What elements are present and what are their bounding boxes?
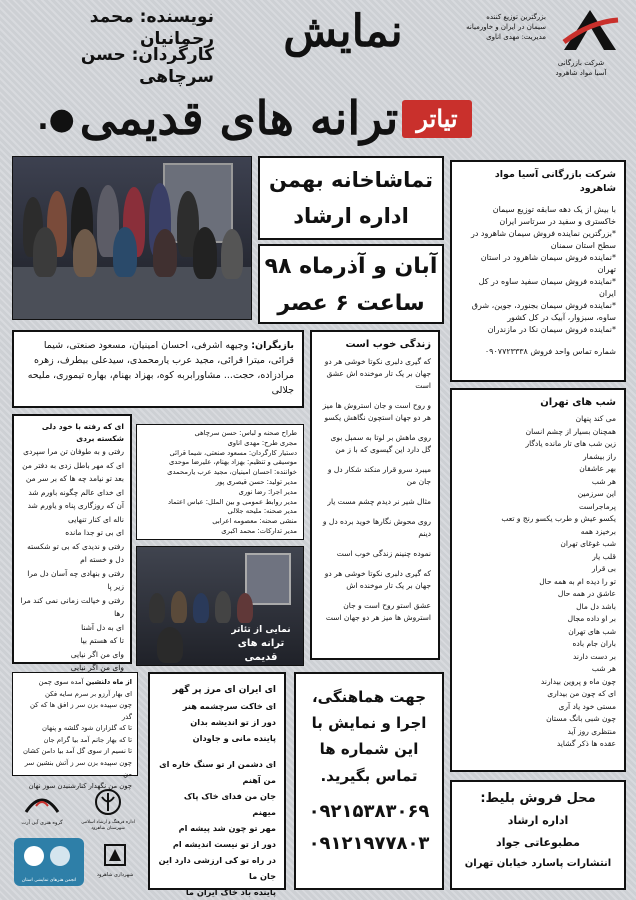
sponsor-line: *نماینده فروش سیمان بجنورد، جوین، شرق ساوه، سبزوار، آبیک در کل کشور <box>471 301 616 322</box>
song-line: چون شبی بانگ مستان <box>546 714 616 723</box>
art-group-logo-icon <box>22 788 62 816</box>
poem-line: ای بهار آرزو بر سرم سایه فکن <box>44 689 132 698</box>
crew-list <box>143 429 297 537</box>
poem-line: جان ما <box>249 871 276 881</box>
song-line: بر او داده مجال <box>567 614 616 623</box>
cast-member <box>153 229 177 277</box>
poem-zendegi <box>310 330 440 660</box>
poem-bottom-left <box>12 672 138 790</box>
song-line: همچنان بسیار از چشم انسان <box>525 426 616 436</box>
art-group-logo <box>14 788 70 832</box>
poem-line: و روح است و جان استروش ها میز هر دو جهان استچون نگاهش یکسو <box>322 401 431 422</box>
poem-line: چون من نگهدار کنارشنیدن سوز نهان <box>28 781 132 790</box>
poem-line: در راه تو کی ارزشی دارد این <box>158 855 276 865</box>
poem-line: بعد تو نیامد چه ها که بر سر من <box>25 474 124 483</box>
tickets-box <box>450 780 626 890</box>
sponsor-line: *نماینده فروش سیمان نکا در مازندران <box>487 325 616 334</box>
date-box <box>258 244 444 324</box>
ershad-logo <box>78 788 138 832</box>
poem-line: چون سپیده بزن سر ز آتش بنشین سر من <box>24 758 132 778</box>
poem-line: وای من اگر نیایی <box>70 663 124 672</box>
song-line: مستی خود یاد آری <box>558 701 616 711</box>
contact-phone-2[interactable]: ۰۹۱۲۱۹۷۷۸۰۳ <box>308 833 430 854</box>
poem-line: دور از تو اندیشه بدان <box>190 717 276 727</box>
crew-line: طراح صحنه و لباس: حسن سرچاهی <box>194 429 297 437</box>
cast-member <box>193 593 209 623</box>
show-word: نمایش <box>283 6 403 57</box>
cast-member <box>221 229 243 279</box>
rehearsal-photo <box>136 546 304 666</box>
song-line: باران جام باده <box>572 639 616 648</box>
crew-line: دستیار کارگردان: مسعود صنعتی، شیما قرائی <box>169 448 297 457</box>
logo-caption <box>536 58 626 78</box>
sponsor-tagline-line: بزرگترین توزیع کننده <box>486 13 546 21</box>
crew-line: منشی صحنه: معصومه اعرابی <box>212 517 297 526</box>
crew-line: مدیر روابط عمومی و بین الملل: عباس اعتماد <box>167 497 297 506</box>
poem-line: روی محوش نگارها خوید برده دل و دینم <box>322 517 431 538</box>
poem-line: ناله ای کنار تنهایی <box>68 514 124 524</box>
song-line: پرماجراست <box>578 501 616 511</box>
logo-caption: انجمن هنرهای نمایشی استان <box>21 878 77 883</box>
venue-org: اداره ارشاد <box>293 204 409 228</box>
poem-line: پاینده باد خاک ایران ما <box>185 887 276 897</box>
company-logo-icon <box>560 8 620 52</box>
poem-line: میبرد سرو قرار منکند شکار دل و جان من <box>327 465 431 486</box>
song-line: بی قرار <box>591 564 616 573</box>
poem-line: تا که گلزاران شود گلشه و پنهان <box>42 724 132 732</box>
song-line: تو را دیده ام به همه حال <box>539 576 616 586</box>
crew-box <box>136 424 304 540</box>
contact-line: جهت هماهنگی، <box>311 688 427 706</box>
song-line: عقده ها ذکر گشاید <box>556 739 616 748</box>
poem-ey-iran-title: ای ایران ای مرز پر گهر <box>172 685 276 695</box>
poem-line: مثال شیر نر دیدم چشم مست یار <box>327 497 431 506</box>
cast-member <box>113 227 137 277</box>
sponsor-line: با بیش از یک دهه سابقه توزیع سیمان خاکستری و سفید در سرتاسر ایران <box>492 205 616 226</box>
cast-member <box>193 227 217 279</box>
show-months: آبان و آذرماه ۹۸ <box>264 254 438 279</box>
song-line: بر دست دارند <box>572 651 616 661</box>
contact-phone-1[interactable]: ۰۹۲۱۵۳۸۳۰۶۹ <box>308 801 430 822</box>
director-credit: کارگردان: حسن سرچاهی <box>80 45 214 87</box>
poem-line <box>18 677 132 689</box>
emblem-icon <box>94 788 122 816</box>
crew-line: خواننده: احسان امینیان، مجید عرب یارمحمدی <box>167 468 297 477</box>
logo-caption-line: شرکت بازرگانی <box>557 59 605 67</box>
crew-line: مدیر تولید: حسن قیصری پور <box>215 477 297 486</box>
poem-line: مهر تو چون شد پیشه ام <box>178 823 276 833</box>
cast-member <box>149 593 165 623</box>
song-line: برخیزد همه <box>580 526 616 536</box>
song-line: راز بیشمار <box>583 451 616 461</box>
song-line: باشد دل مال <box>576 601 616 611</box>
sponsor-box <box>450 160 626 382</box>
song-line: یکسو عیش و طرب یکسو رنج و تعب <box>501 514 616 523</box>
song-line: زین شب های تار مانده یادگار <box>525 439 616 448</box>
song-line: می کند پنهان <box>575 414 616 423</box>
poem-line-text: آمده سوی چمن <box>38 678 84 686</box>
song-line: هر شب <box>591 664 616 673</box>
song-line: ای که چون من بیداری <box>547 689 616 698</box>
sponsor-line: *نماینده فروش سیمان سفید ساوه در کل ایران <box>478 277 616 298</box>
poem-zendegi-body <box>319 356 431 624</box>
poem-left <box>12 414 132 672</box>
poem-line: جان من فدای خاک پاک میهنم <box>183 791 276 817</box>
poem-line: تا که هستم بیا <box>80 636 124 645</box>
sponsor-title: شرکت بازرگانی آسیا مواد شاهرود <box>494 169 616 194</box>
cast-group-photo <box>12 156 252 320</box>
poem-zendegi-title: زندگی خوب است <box>345 339 431 350</box>
sponsor-line: *نماینده فروش سیمان شاهرود در استان تهران <box>480 253 616 274</box>
poem-line: ای خاکت سرچشمه هنر <box>182 701 276 711</box>
poem-line: تا که بهار جانم آمد بیا گرام جان <box>43 735 132 744</box>
crew-line: موسیقی و تنظیم: بهزاد بهنام، علیرضا موحدی <box>168 458 297 467</box>
cast-member <box>157 627 183 663</box>
cast-member <box>171 591 187 623</box>
songs-title: شب های تهران <box>540 397 616 408</box>
writer-credit: نویسنده: محمد رحمانیان <box>89 7 214 49</box>
poem-line: تا نسیم از سوی گل آمد بیا دامن کشان <box>22 747 132 755</box>
company-logo <box>560 8 620 52</box>
crew-line: مدیر تدارکات: محمد اکبری <box>221 526 297 535</box>
venue-name: تماشاخانه بهمن <box>268 168 434 192</box>
poem-line: پاینده مانی و جاودان <box>192 733 276 743</box>
contact-line: تماس بگیرید. <box>320 767 418 785</box>
photo-poster <box>245 553 291 605</box>
song-line: شب غوغای تهران <box>560 539 616 548</box>
song-line: هر شب <box>591 476 616 486</box>
logo-caption: اداره فرهنگ و ارشاد اسلامی شهرستان شاهرود <box>81 820 135 831</box>
footer-logos <box>12 782 142 890</box>
songs-list <box>460 413 616 751</box>
show-title: ترانه های قدیمی <box>79 91 399 145</box>
song-line: قلب یار <box>592 551 616 561</box>
poem-line: رفتی و بنهادی چه آسان دل مرا <box>27 568 124 578</box>
poem-line: که گیری دلبری نکوتا خوشی هر دو جهان بر یک تار موخنده اش عشق است <box>324 357 431 390</box>
poem-line: رفتی و به طوفان تن مرا سپردی <box>23 447 124 456</box>
cast-label: بازیگران: <box>251 340 294 351</box>
cast-box <box>12 330 304 408</box>
sponsor-phone: شماره تماس واحد فروش ۰۹۰۷۷۲۳۳۳۸ <box>484 347 616 356</box>
poem-line: دور از تو نیست اندیشه ام <box>172 839 276 849</box>
title-mark: ●. <box>37 102 75 137</box>
theater-logo <box>14 838 84 886</box>
poem-line: روی ماهش بر لوتا به سمبل بوی گل دارد این گیسوی که با ز من <box>330 433 431 454</box>
poem-line: آن که روزگاری پناه و یاورم شد <box>27 501 124 510</box>
logo-caption: گروه هنری آبی آرت <box>21 820 63 826</box>
logo-caption-line: آسیا مواد شاهرود <box>555 69 607 77</box>
photo-caption-line: نمایی از تئاتر <box>231 625 291 635</box>
ticket-venue: اداره ارشاد <box>507 814 569 827</box>
poem-left-title: ای که رفته با خود دلی شکسته بردی <box>41 422 124 443</box>
poem-line: وای من اگر نیایی <box>70 649 124 659</box>
poem-ey-iran <box>148 672 286 897</box>
cast-member <box>73 229 97 277</box>
cast-member <box>215 591 231 623</box>
song-line: عاشق در همه حال <box>557 589 616 598</box>
poem-bottom-left-title: از ماه دلنشین <box>85 678 132 686</box>
cast-member <box>237 593 253 623</box>
song-line: شب های تهران <box>568 626 616 636</box>
title-badge: تیاتر <box>402 100 472 138</box>
sponsor-tagline <box>434 12 546 42</box>
sponsor-tagline-line: مدیریت: مهدی اناوی <box>486 33 546 41</box>
poem-line: که گیری دلبری نکوتا خوشی هر دو جهان بر یک تار موخنده اش <box>324 569 431 590</box>
song-line: چون ماه و پروین بیدارند <box>540 676 616 686</box>
poem-line: زیر پا <box>107 582 124 591</box>
poem-line: من آهنم <box>242 775 276 785</box>
poem-line: ای دشمن ار تو سنگ خاره ای <box>159 759 276 769</box>
poem-line: نموده چنینم زندگی خوب است <box>336 549 431 558</box>
sponsor-body <box>460 204 616 336</box>
song-line: منتظری روز آید <box>567 726 616 736</box>
song-line: بهر عاشقان <box>579 464 616 473</box>
photo-caption <box>221 623 301 665</box>
theater-mask-icon <box>14 838 84 874</box>
contact-box <box>294 672 444 890</box>
cast-text <box>22 338 294 398</box>
contact-line: اجرا و نمایش با <box>311 714 427 732</box>
municipality-icon <box>102 842 128 868</box>
cast-names: وجیهه اشرفی، احسان امینیان، مسعود صنعتی، شیما قرائی، میترا قرائی، مجید عرب یارمحمدی، سیدعلی بیطرف، زهره مرادزاده، حجت... مشاورابربه کوه، بهزاد بهنام، بهاره تیموری، ملیحه جلالی <box>27 340 294 396</box>
poem-line: رفتی و ندیدی که بی تو شکسته <box>27 541 124 551</box>
sponsor-tagline-line: سیمان در ایران و خاورمیانه <box>466 23 546 31</box>
show-time: ساعت ۶ عصر <box>277 291 425 316</box>
photo-caption-line: ترانه های قدیمی <box>237 638 285 663</box>
poem-left-body <box>20 445 124 675</box>
poem-line: ای به دل آشنا <box>81 622 124 632</box>
crew-line: مجری طرح: مهدی اناوی <box>227 438 297 447</box>
poem-ey-iran-body <box>158 698 276 900</box>
venue-box <box>258 156 444 240</box>
municipality-logo <box>90 842 140 886</box>
poem-line: دل و خسته ام <box>80 555 124 564</box>
poem-line: رفتی و خیالت زمانی نمی کند مرا رها <box>20 595 124 618</box>
sponsor-line: *بزرگترین نماینده فروش سیمان شاهرود در سطح استان سمنان <box>470 229 616 250</box>
crew-line: مدیر اجرا: رضا نوری <box>238 487 297 496</box>
poem-line: ای بی تو جدا مانده <box>65 528 124 537</box>
poem-line: عشق استو روح است و جان استروش ها میز هر دو جهان است <box>325 601 431 622</box>
ticket-venue: انتشارات پاسارد خیابان تهران <box>464 858 612 869</box>
songs-box <box>450 388 626 772</box>
poem-line: ای که مهر باطل زدی به دفتر من <box>22 460 124 470</box>
contact-line: این شماره ها <box>319 740 419 758</box>
logo-caption: شهرداری شاهرود <box>96 872 134 878</box>
poem-line: ای خدای عالم چگونه باورم شد <box>28 487 124 497</box>
ticket-venue: مطبوعاتی جواد <box>496 836 580 849</box>
cast-member <box>33 227 57 277</box>
song-line: این سرزمین <box>577 489 616 498</box>
poem-bottom-left-body <box>18 677 132 792</box>
poem-line: چون سپیده بزن سر ز افق ها که کن گذر <box>29 701 132 721</box>
crew-line: مدیر صحنه: ملیحه جلالی <box>227 507 297 516</box>
tickets-title: محل فروش بلیط: <box>480 791 596 806</box>
